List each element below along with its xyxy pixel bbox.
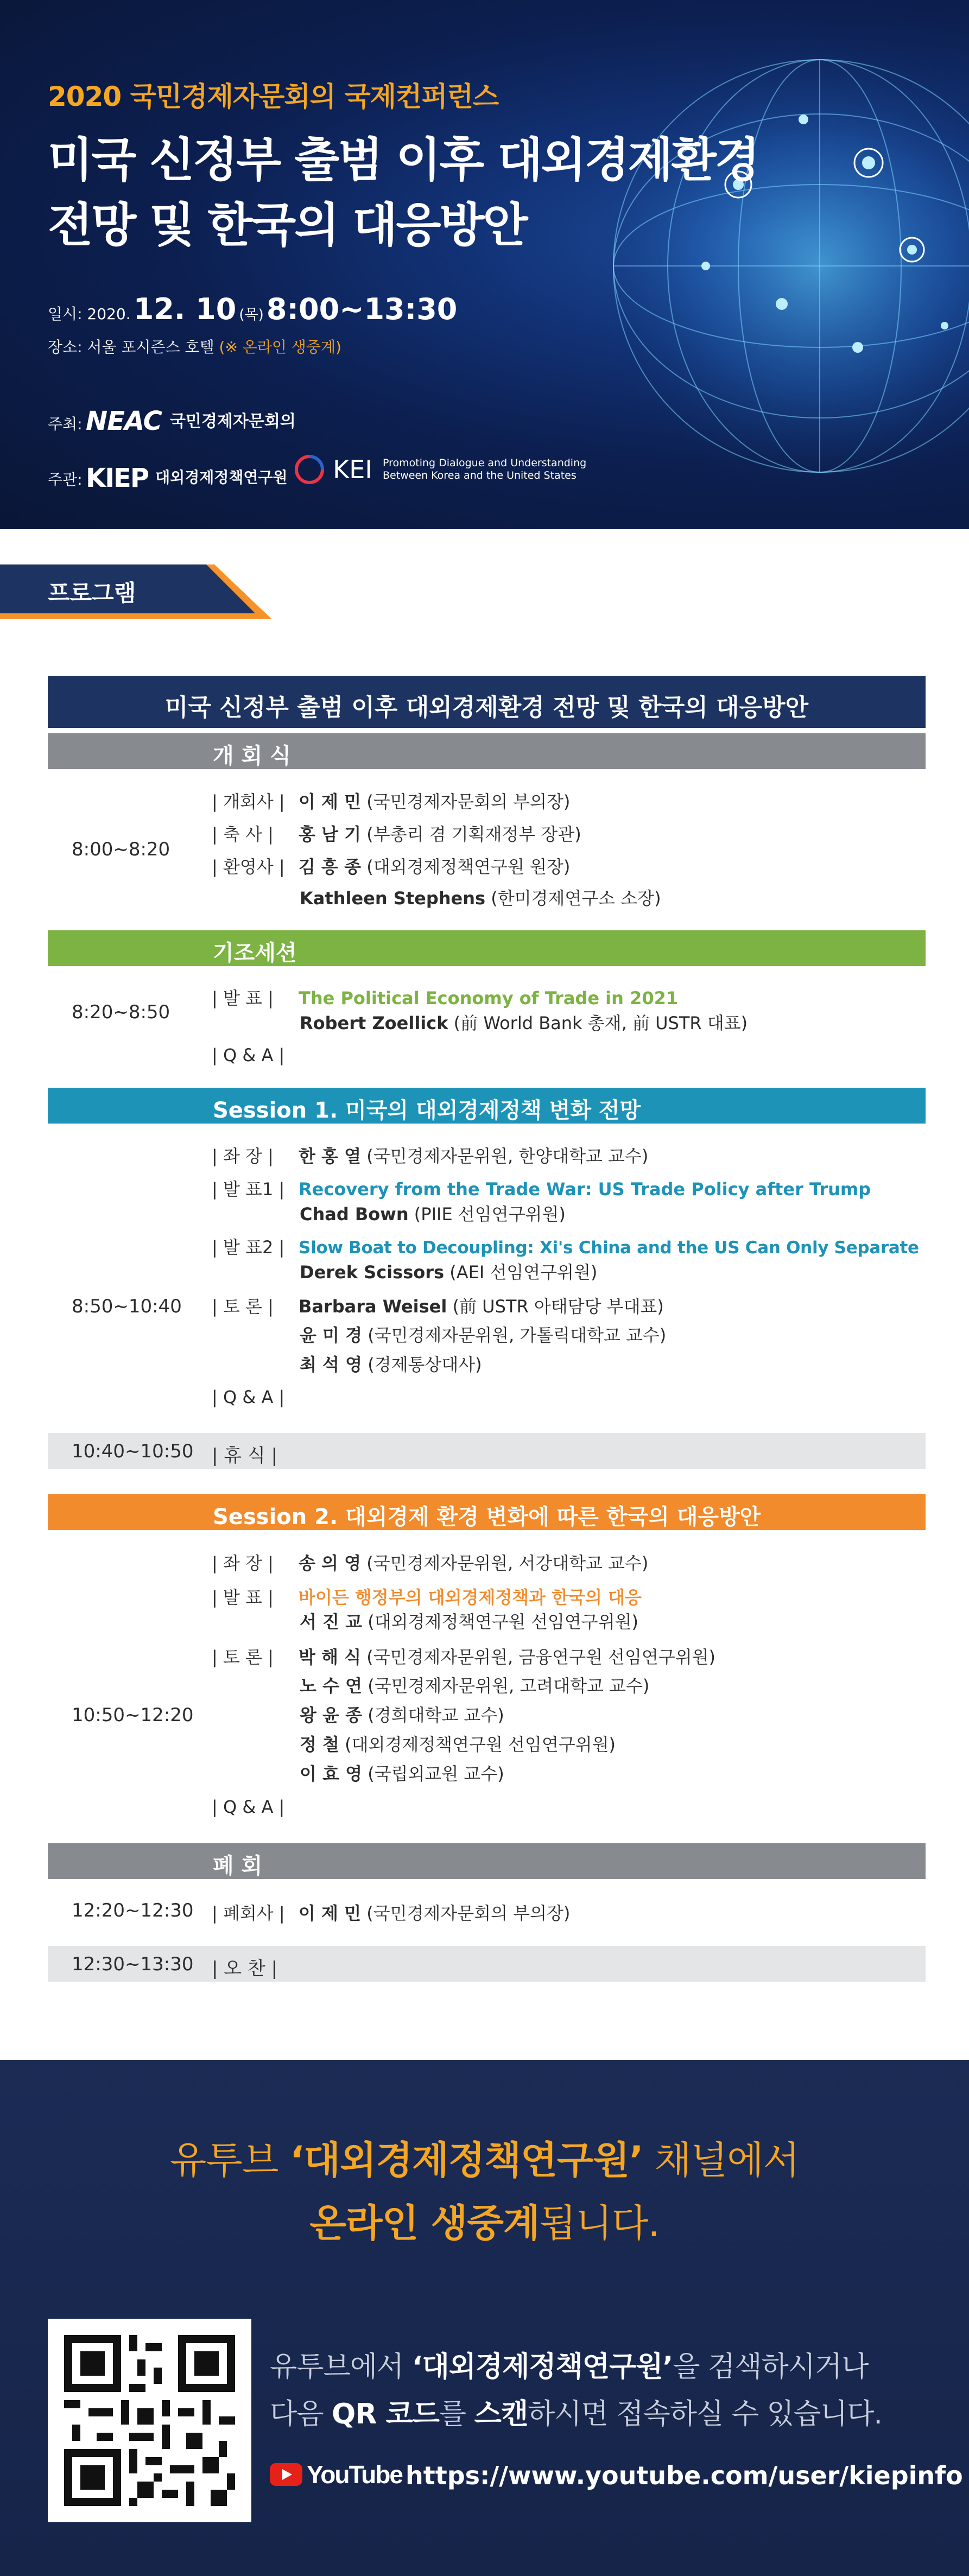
footer-desc-line2 xyxy=(270,2391,882,2432)
keynote-bar xyxy=(48,930,926,966)
role-label: | 좌 장 | xyxy=(212,1553,274,1573)
page-title-line2: 전망 및 한국의 대응방안 xyxy=(48,198,527,252)
program-main-title: 미국 신정부 출범 이후 대외경제환경 전망 및 한국의 대응방안 xyxy=(164,694,809,721)
role-label: | 발 표1 | xyxy=(212,1179,285,1200)
host-label: 주최: xyxy=(48,415,83,433)
closing-bar xyxy=(48,1843,926,1879)
qr-code-icon[interactable] xyxy=(48,2319,251,2522)
page-title-line1: 미국 신정부 출범 이후 대외경제환경 xyxy=(48,133,758,187)
role-label: | 환영사 | xyxy=(212,856,285,877)
session1-presenter1 xyxy=(300,1201,566,1226)
break-time: 10:40~10:50 xyxy=(72,1441,194,1462)
role-label: | 토 론 | xyxy=(212,1647,274,1667)
session1-presentation2 xyxy=(212,1234,919,1259)
opening-title: 개 회 식 xyxy=(213,744,291,769)
person-name: 이 효 영 xyxy=(300,1763,363,1784)
neac-logo xyxy=(86,406,296,436)
channel-name: ‘대외경제정책연구원’ xyxy=(289,2138,643,2182)
role-label: | 축 사 | xyxy=(212,824,274,845)
venue-note: (※ 온라인 생중계) xyxy=(219,338,341,356)
session2-discussant3 xyxy=(300,1702,504,1727)
presentation-topic: The Political Economy of Trade in 2021 xyxy=(299,988,679,1008)
role-label: | 발 표2 | xyxy=(212,1237,285,1258)
person-detail: (국민경제자문위원, 가톨릭대학교 교수) xyxy=(362,1325,667,1346)
person-detail: (경제통상대사) xyxy=(362,1354,482,1375)
qr-code-graphic xyxy=(48,2319,251,2522)
role-label: | 발 표 | xyxy=(212,1587,274,1608)
footer-text: 하시면 접속하실 수 있습니다. xyxy=(528,2398,882,2431)
person-name: Robert Zoellick xyxy=(300,1013,448,1033)
program-tab-label: 프로그램 xyxy=(48,580,136,606)
date-label: 일시: 2020. xyxy=(48,305,131,323)
session1-presentation1 xyxy=(212,1176,871,1201)
live-stream-text: 온라인 생중계 xyxy=(309,2201,540,2245)
role-label: | 개회사 | xyxy=(212,791,285,812)
conference-kicker: 2020 국민경제자문회의 국제컨퍼런스 xyxy=(48,81,499,112)
neac-logo-name: 국민경제자문회의 xyxy=(169,412,296,431)
person-detail: (국민경제자문위원, 금융연구원 선임연구위원) xyxy=(361,1647,716,1667)
footer-headline-line1 xyxy=(0,2130,969,2185)
footer-text: 다음 xyxy=(270,2398,332,2431)
footer-headline-line2 xyxy=(0,2193,969,2248)
person-detail: (부총리 겸 기획재정부 장관) xyxy=(361,824,581,845)
session2-bar xyxy=(48,1494,926,1530)
closing-title: 폐 회 xyxy=(213,1854,263,1879)
kei-tagline xyxy=(383,457,586,482)
session2-chair xyxy=(212,1550,648,1575)
kei-emblem-icon xyxy=(293,453,326,486)
globe-network-icon xyxy=(575,22,969,510)
person-detail: (국립외교원 교수) xyxy=(362,1763,504,1784)
kei-tagline-line1: Promoting Dialogue and Understanding xyxy=(382,457,587,469)
break-row xyxy=(48,1433,926,1469)
session2-time: 10:50~12:20 xyxy=(72,1704,194,1726)
organizer-label: 주관: xyxy=(48,471,83,488)
kei-logo xyxy=(293,453,586,486)
person-name: 서 진 교 xyxy=(300,1611,363,1632)
person-name: Derek Scissors xyxy=(300,1262,445,1283)
session2-discussant1 xyxy=(212,1644,715,1668)
keynote-presentation xyxy=(212,985,678,1010)
session1-discussant3 xyxy=(300,1351,482,1376)
keynote-speaker xyxy=(300,1010,748,1035)
person-detail: (경희대학교 교수) xyxy=(362,1705,504,1725)
break-label: | 휴 식 | xyxy=(212,1445,278,1467)
session2-qa: | Q & A | xyxy=(212,1797,285,1817)
session1-time: 8:50~10:40 xyxy=(72,1296,182,1317)
session1-discussant2 xyxy=(300,1322,666,1347)
session1-qa: | Q & A | xyxy=(212,1387,285,1407)
program-main-title-bar xyxy=(48,676,926,728)
closing-time: 12:20~12:30 xyxy=(72,1900,194,1921)
date-day: 12. 10 xyxy=(133,292,237,326)
person-detail: (대외경제정책연구원 원장) xyxy=(361,856,571,877)
youtube-wordmark: YouTube xyxy=(307,2460,402,2489)
footer-text: 채널에서 xyxy=(643,2138,800,2182)
person-name: 왕 윤 종 xyxy=(300,1705,363,1725)
role-label: | 폐회사 | xyxy=(212,1903,285,1924)
session2-presenter xyxy=(300,1608,638,1633)
opening-item xyxy=(212,853,570,878)
keynote-title: 기조세션 xyxy=(213,941,297,966)
person-detail: (국민경제자문위원, 고려대학교 교수) xyxy=(362,1676,650,1696)
session2-discussant2 xyxy=(300,1672,649,1697)
person-name: 노 수 연 xyxy=(300,1676,363,1696)
session1-presenter2 xyxy=(300,1259,597,1284)
person-name: 홍 남 기 xyxy=(299,824,362,845)
person-name: 한 홍 열 xyxy=(299,1146,362,1166)
person-detail: (국민경제자문회의 부의장) xyxy=(361,1903,571,1924)
opening-time: 8:00~8:20 xyxy=(72,839,170,860)
channel-name: ‘대외경제정책연구원’ xyxy=(411,2351,673,2383)
person-name: Kathleen Stephens xyxy=(300,888,486,909)
kei-tagline-line2: Between Korea and the United States xyxy=(382,469,577,481)
role-label: | 발 표 | xyxy=(212,988,274,1008)
presentation-topic: Slow Boat to Decoupling: Xi's China and the US Can Only Separate xyxy=(299,1238,919,1258)
person-detail: (前 USTR 아태담당 부대표) xyxy=(447,1296,664,1317)
person-name: 김 흥 종 xyxy=(299,856,362,877)
person-detail: (대외경제정책연구원 선임연구위원) xyxy=(339,1734,616,1755)
footer-text: 유투브 xyxy=(169,2138,290,2182)
date-time: 8:00~13:30 xyxy=(266,292,458,326)
closing-item xyxy=(212,1900,570,1925)
person-detail: (대외경제정책연구원 선임연구위원) xyxy=(362,1611,639,1632)
session2-presentation xyxy=(212,1584,642,1609)
person-detail: (PIIE 선임연구위원) xyxy=(408,1204,566,1224)
footer-desc-line1 xyxy=(270,2344,868,2384)
presentation-topic: Recovery from the Trade War: US Trade Policy after Trump xyxy=(299,1179,871,1200)
opening-item xyxy=(212,821,581,846)
person-name: Barbara Weisel xyxy=(299,1296,447,1317)
qr-text: QR 코드 xyxy=(332,2398,439,2431)
person-detail: (국민경제자문회의 부의장) xyxy=(361,791,571,812)
event-venue xyxy=(48,335,341,357)
footer-text: 됩니다. xyxy=(539,2201,660,2245)
person-name: 정 철 xyxy=(300,1734,339,1755)
session1-title: Session 1. 미국의 대외경제정책 변화 전망 xyxy=(213,1098,641,1123)
person-name: 박 해 식 xyxy=(299,1647,362,1667)
session1-bar xyxy=(48,1088,926,1124)
session2-title: Session 2. 대외경제 환경 변화에 따른 한국의 대응방안 xyxy=(213,1505,761,1530)
person-detail: (국민경제자문위원, 한양대학교 교수) xyxy=(361,1146,649,1166)
youtube-play-icon xyxy=(270,2463,302,2486)
person-detail: (AEI 선임연구위원) xyxy=(444,1262,598,1283)
keynote-time: 8:20~8:50 xyxy=(72,1001,170,1023)
person-detail: (한미경제연구소 소장) xyxy=(485,888,661,909)
person-name: 이 제 민 xyxy=(299,1903,362,1924)
session1-discussant1 xyxy=(212,1293,664,1318)
opening-item xyxy=(212,788,570,813)
session2-discussant5 xyxy=(300,1760,504,1785)
kiep-logo xyxy=(86,463,288,493)
person-detail: (前 World Bank 총재, 前 USTR 대표) xyxy=(448,1013,748,1033)
kei-logo-mark: KEI xyxy=(333,455,372,484)
header-banner xyxy=(0,0,969,529)
footer-text: 을 검색하시거나 xyxy=(673,2351,869,2383)
lunch-time: 12:30~13:30 xyxy=(72,1953,194,1975)
kiep-logo-mark: KIEP xyxy=(86,463,149,493)
person-detail: (국민경제자문위원, 서강대학교 교수) xyxy=(361,1553,649,1573)
keynote-qa: | Q & A | xyxy=(212,1045,285,1065)
role-label: | 좌 장 | xyxy=(212,1146,274,1166)
opening-bar xyxy=(48,733,926,769)
person-name: 윤 미 경 xyxy=(300,1325,363,1346)
person-name: 최 석 영 xyxy=(300,1354,363,1375)
opening-extra xyxy=(300,885,661,910)
lunch-row xyxy=(48,1946,926,1982)
person-name: 이 제 민 xyxy=(299,791,362,812)
date-weekday: (목) xyxy=(239,307,264,323)
person-name: Chad Bown xyxy=(300,1204,409,1224)
venue-label: 장소: 서울 포시즌스 호텔 xyxy=(48,338,219,356)
role-label: | 토 론 | xyxy=(212,1296,274,1317)
presentation-topic: 바이든 행정부의 대외경제정책과 한국의 대응 xyxy=(299,1587,642,1608)
lunch-label: | 오 찬 | xyxy=(212,1958,278,1979)
kiep-logo-name: 대외경제정책연구원 xyxy=(155,468,288,486)
neac-logo-mark: NEAC xyxy=(86,406,162,436)
event-date xyxy=(48,292,457,326)
footer-text: 유투브에서 xyxy=(270,2351,412,2383)
session2-discussant4 xyxy=(300,1731,616,1756)
scan-text: 스캔 xyxy=(474,2398,528,2431)
person-name: 송 의 영 xyxy=(299,1553,362,1573)
footer-text: 를 xyxy=(439,2398,474,2431)
youtube-url[interactable]: https://www.youtube.com/user/kiepinfo xyxy=(406,2461,963,2490)
session1-chair xyxy=(212,1143,648,1168)
